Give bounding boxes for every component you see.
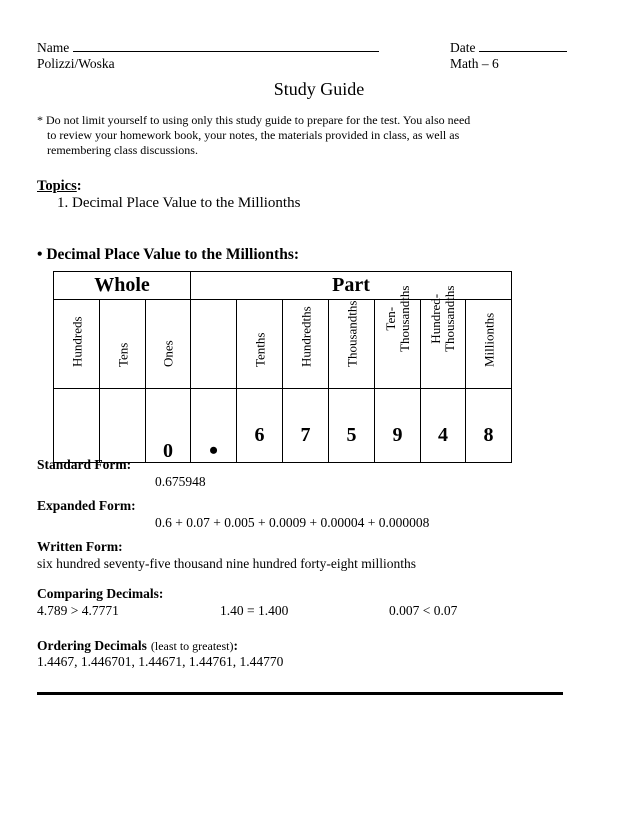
digit-cell-hundred-thousandths: 4: [421, 389, 466, 463]
standard-form-label: Standard Form:: [37, 457, 132, 472]
topics-heading-text: Topics: [37, 178, 77, 194]
whole-group-header: Whole: [54, 272, 191, 300]
place-value-table: [53, 271, 512, 463]
ordering-label-text: Ordering Decimals: [37, 638, 147, 653]
column-header-thousandths: Thousandths: [329, 300, 375, 389]
ordering-label: [37, 637, 238, 655]
bullet-icon: •: [37, 246, 43, 263]
note-line-1: * Do not limit yourself to using only this study guide to prepare for the test. You also need: [37, 113, 471, 127]
standard-form-value: 0.675948: [155, 474, 206, 489]
comparing-example-3: 0.007 < 0.07: [389, 603, 458, 618]
topics-heading: [37, 178, 82, 195]
written-form-label: Written Form:: [37, 539, 123, 554]
date-label: Date: [450, 40, 476, 55]
written-form-value: six hundred seventy-five thousand nine hundred forty-eight millionths: [37, 556, 417, 571]
ordering-colon: :: [233, 638, 238, 653]
column-header-hundred-thousandths: Hundred- Thousandths: [421, 300, 466, 389]
digit-cell-hundredths: 7: [283, 389, 329, 463]
column-header-decimal: [191, 300, 237, 389]
expanded-form-value: 0.6 + 0.07 + 0.005 + 0.0009 + 0.00004 + 0.000008: [155, 515, 430, 530]
topic-item: 1. Decimal Place Value to the Millionths: [57, 195, 301, 211]
topics-colon: :: [76, 178, 82, 194]
ordering-qualifier: (least to greatest): [150, 639, 234, 653]
column-header-ones: Ones: [146, 300, 191, 389]
digit-cell-ones: 0: [146, 389, 191, 463]
name-label: Name: [37, 40, 70, 55]
column-header-hundredths: Hundredths: [283, 300, 329, 389]
comparing-label: Comparing Decimals:: [37, 586, 164, 601]
column-header-tenths: Tenths: [237, 300, 283, 389]
column-header-millionths: Millionths: [466, 300, 512, 389]
section-heading-text: Decimal Place Value to the Millionths:: [46, 246, 300, 263]
name-line: [73, 39, 379, 52]
column-header-ten-thousandths: Ten- Thousandths: [375, 300, 421, 389]
note-line-3: remembering class discussions.: [47, 143, 198, 157]
decimal-point-cell: •: [191, 389, 237, 463]
column-header-hundreds: Hundreds: [54, 300, 100, 389]
section-heading: [37, 246, 299, 264]
bottom-rule: [37, 692, 563, 695]
ordering-value: 1.4467, 1.446701, 1.44671, 1.44761, 1.44770: [37, 654, 284, 669]
note-line-2: to review your homework book, your notes, the materials provided in class, as well as: [47, 128, 460, 142]
date-line: [479, 39, 567, 52]
part-group-header: Part: [191, 272, 512, 300]
comparing-example-2: 1.40 = 1.400: [220, 603, 289, 618]
digit-cell-millionths: 8: [466, 389, 512, 463]
column-header-tens: Tens: [100, 300, 146, 389]
expanded-form-label: Expanded Form:: [37, 498, 136, 513]
digit-cell-hundreds: [54, 389, 100, 463]
teacher-name: Polizzi/Woska: [37, 56, 115, 71]
page-title: Study Guide: [273, 79, 365, 99]
comparing-example-1: 4.789 > 4.7771: [37, 603, 119, 618]
digit-cell-tenths: 6: [237, 389, 283, 463]
date-field: [450, 39, 567, 56]
digit-cell-ten-thousandths: 9: [375, 389, 421, 463]
name-field: [37, 39, 379, 56]
digit-cell-tens: [100, 389, 146, 463]
digit-cell-thousandths: 5: [329, 389, 375, 463]
class-name: Math – 6: [450, 56, 499, 71]
